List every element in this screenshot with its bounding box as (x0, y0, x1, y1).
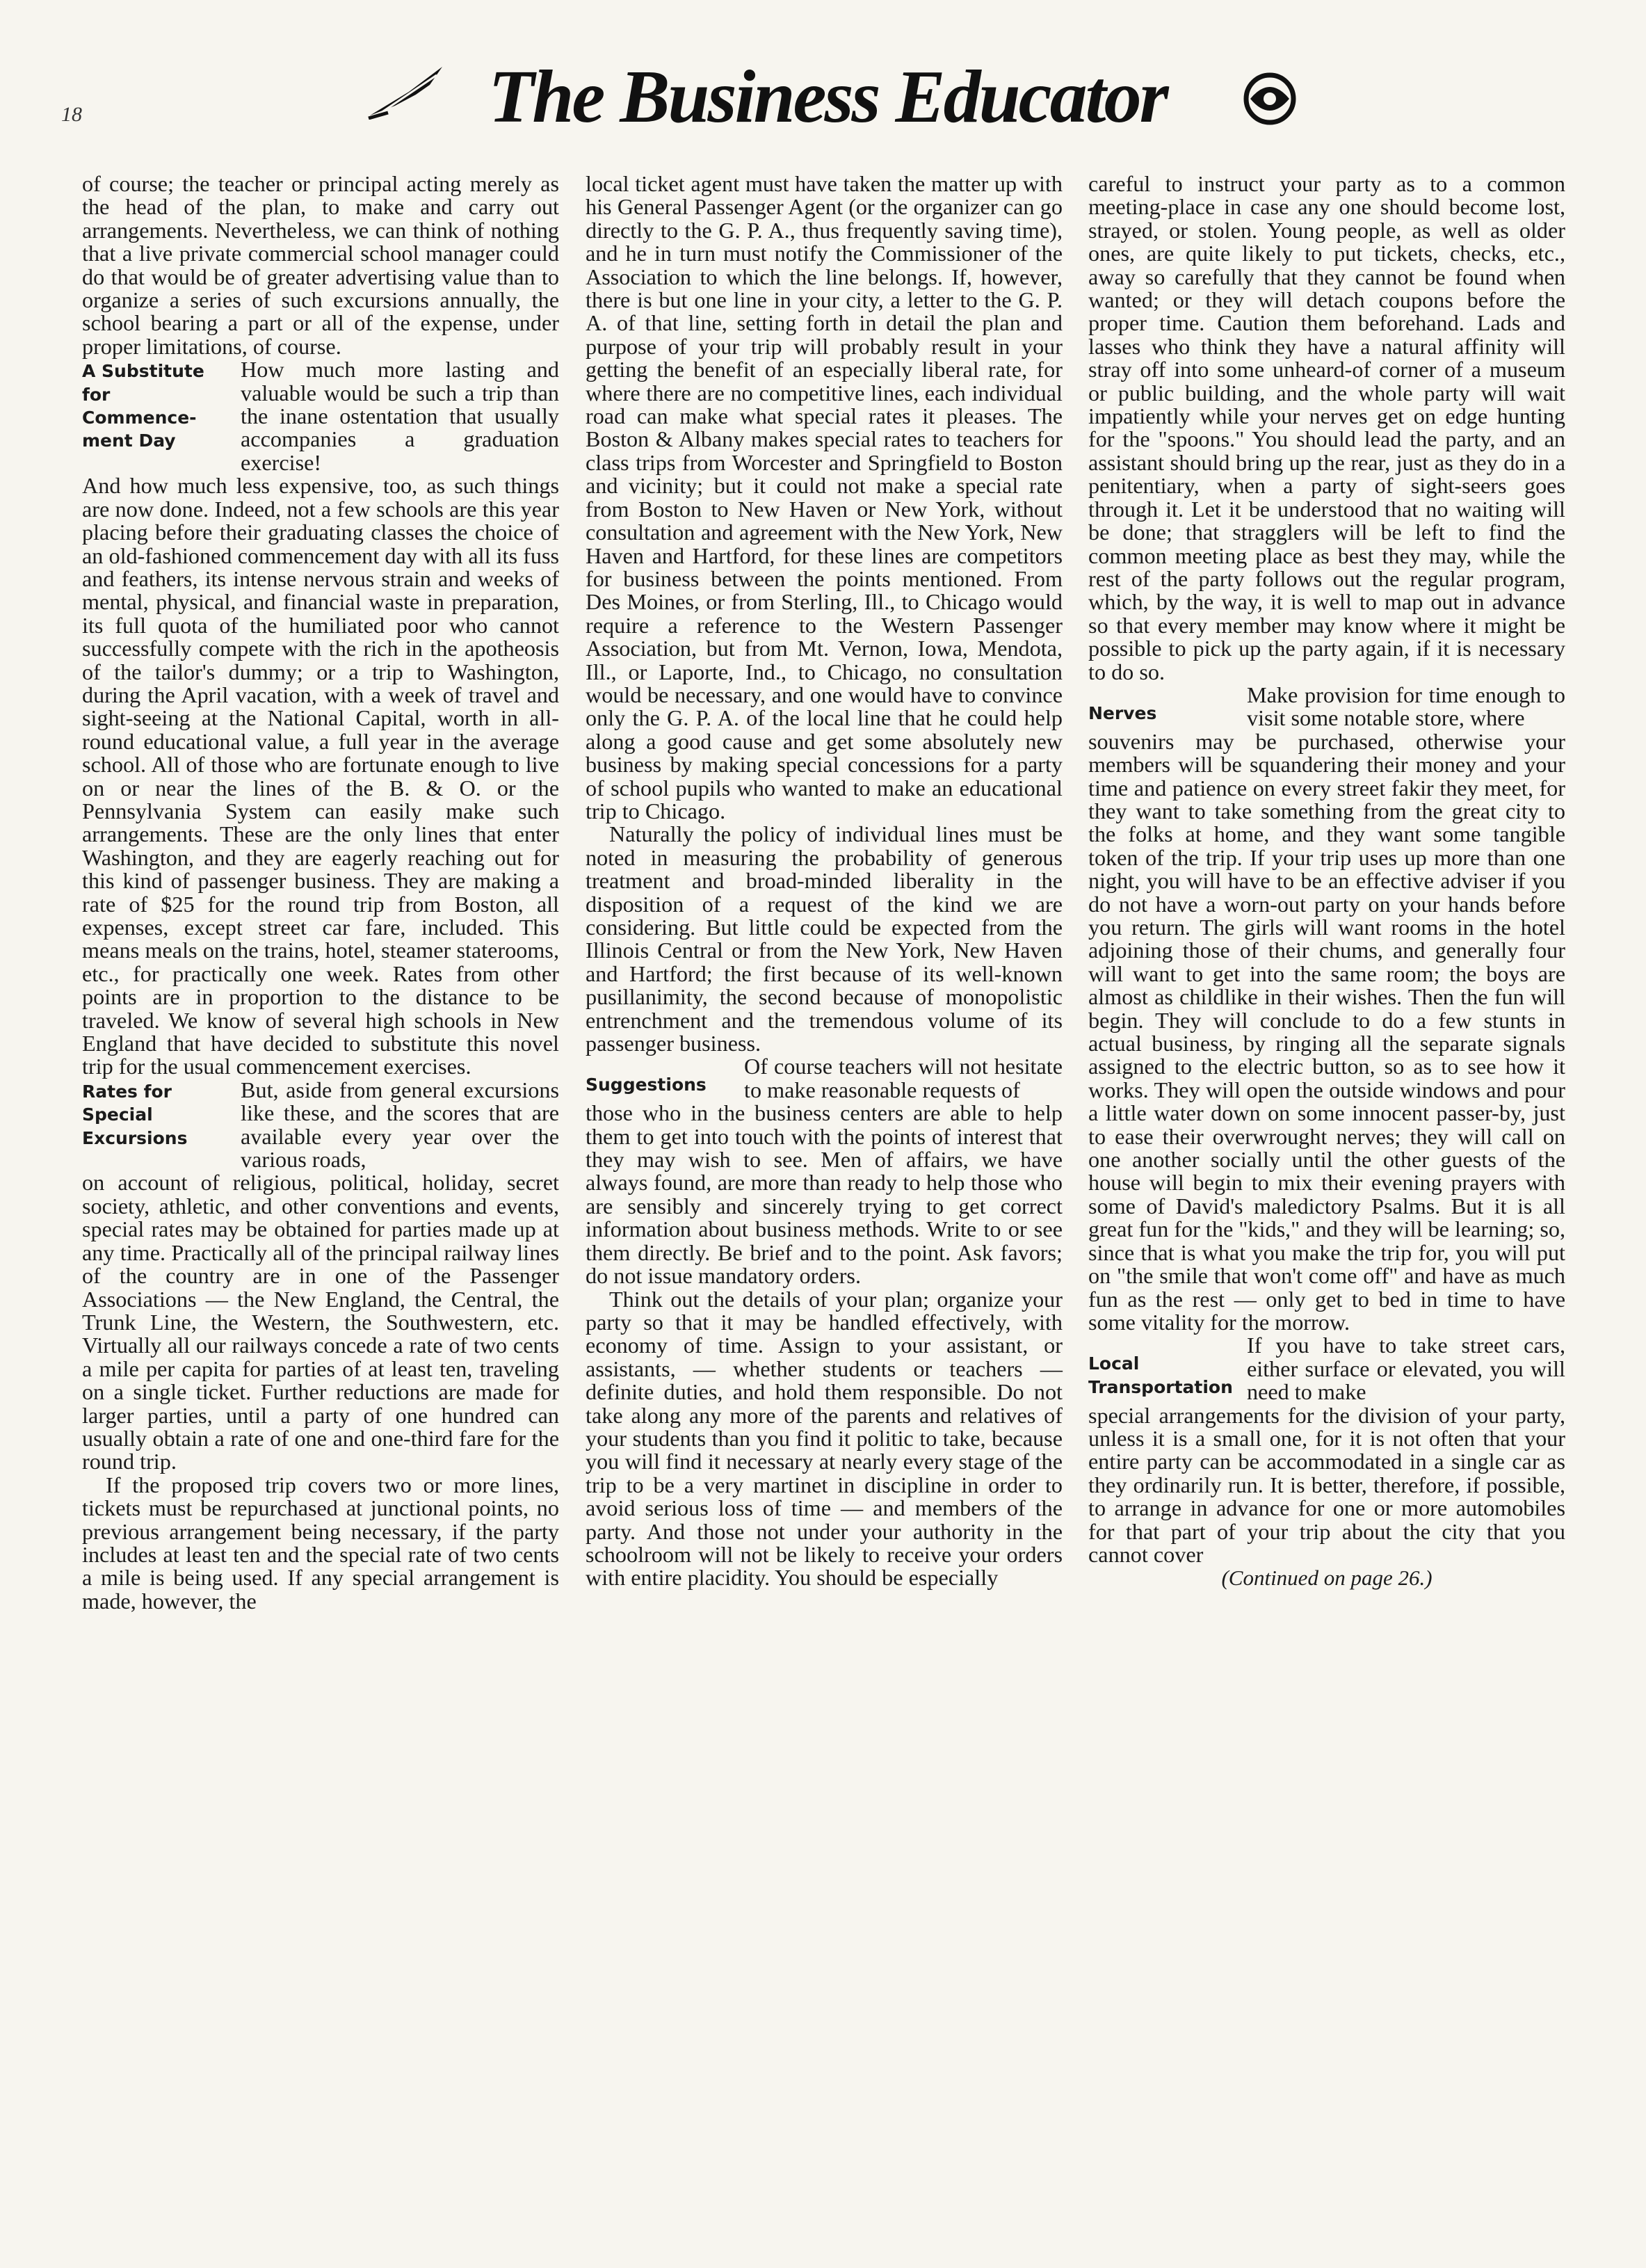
paragraph: souvenirs may be purchased, otherwise your members will be squandering their money and your time and patience on every street fakir they meet, for they want to take something from the great city to the folks at home, and they want some tangible token of the trip. If your trip uses up more than one night, you will have to be an effective adviser if you do not have a worn-out party on your hands before you return. The girls will want rooms in the hotel adjoining those of their chums, and generally four will want to get into the same room; the boys are almost as childlike in their wishes. Then the fun will begin. They will conclude to do a few stunts in actual business, by ringing all the separate signals assigned to the electric button, so as to see how it works. They will open the outside windows and pour a little water down on some innocent passer-by, just to ease their overwrought nerves; they will call on one another socially until the other guests of the house will begin to mix their evening prayers with some of David's maledictory Psalms. But it is all great fun for the "kids," and they will be learning; so, since that is what you make the trip for, you will put on "the smile that won't come off" and have as much fun as the rest — only get to bed in time to have some vitality for the morrow. (1088, 728, 1565, 1335)
sidenote-label-line: A Substitute (82, 361, 204, 382)
sidenote-label (1088, 1352, 1247, 1399)
sidenote-label-line: Suggestions (586, 1075, 707, 1095)
paragraph: special arrangements for the division of your party, unless it is a small one, for it is not often that your entire party can be accommodated in a single car as they ordinarily run. It is better, therefore, if possible, to arrange in advance for one or more automobiles for that part of your trip about the city that you cannot cover (1088, 1402, 1565, 1567)
paragraph: If the proposed trip covers two or more lines, tickets must be repurchased at junctional points, no previous arrangement being necessary, if the party includes at least ten and the special rate of two cents a mile is being used. If any special arrangement is made, however, the (82, 1472, 559, 1614)
sidenote-block (82, 358, 559, 474)
page-header (0, 0, 1646, 139)
paragraph: And how much less expensive, too, as such things are now done. Indeed, not a few schools are this year placing before their graduating classes the choice of an old-fashioned commencement day with all its fuss and feathers, its intense nervous strain and weeks of mental, physical, and financial waste in preparation, its full quota of the humiliated poor who cannot successfully compete with the rich in the apotheosis of the tailor's dummy; or a trip to Washington, during the April vacation, with a week of travel and sight-seeing at the National Capital, worth in all-round educational value, a full year in the average school. All of those who are fortunate enough to live on or near the lines of the B. & O. or the Pennsylvania System can easily make such arrangements. These are the only lines that enter Washington, and they are eagerly reaching out for this kind of passenger business. They are making a rate of $25 for the round trip from Boston, all expenses, except street car fare, included. This means meals on the trains, hotel, steamer staterooms, etc., for practically one week. Rates from other points are in proportion to the distance to be traveled. We know of several high schools in New England that have decided to substitute this novel trip for the usual commencement exercises. (82, 473, 559, 1079)
sidenote-label-line: Commence- (82, 408, 197, 428)
sidenote-label (82, 1080, 241, 1150)
page-number: 18 (61, 103, 82, 126)
paragraph: careful to instruct your party as to a common meeting-place in case any one should become lost, strayed, or stolen. Young people, as well as older ones, are quite likely to put tickets, checks, etc., away so carefully that they cannot be found when wanted; or they will detach coupons before the proper time. Caution them beforehand. Lads and lasses who think they have a natural affinity will stray off into some unheard-of corner of a museum or public building, and the whole party will wait impatiently while your nerves get on edge hunting for the "spoons." You should lead the party, and an assistant should bring up the rear, just as they do in a penitentiary, when a party of sight-seers goes through it. Let it be understood that no waiting will be done; that stragglers will be left to find the common meeting place as best they may, while the rest of the party follows out the regular program, which, by the way, it is well to map out in advance so that every member may know where it might be possible to pick up the party again, if it is necessary to do so. (1088, 171, 1565, 684)
masthead-title: The Business Educator (488, 56, 1167, 138)
paragraph: Naturally the policy of individual lines must be noted in measuring the probability of generous treatment and broad-minded liberality in the disposition of a request of the kind we are considering. But little could be expected from the Illinois Central or from the New York, New Haven and Hartford; the first because of its well-known pusillanimity, the second because of monopolistic entrenchment and the tremendous volume of its passenger business. (586, 821, 1063, 1056)
paragraph: Think out the details of your plan; organize your party so that it may be handled effectively, with economy of time. Assign to your assistant, or assistants, — whether students or teachers — definite duties, and hold them responsible. Do not take along any more of the parents and relatives of your students than you find it politic to take, because you will find it necessary at nearly every stage of the trip to be a very martinet in discipline in order to avoid serious loss of time — and members of the party. And those not under your authority in the schoolroom will not be likely to receive your orders with entire placidity. You should be especially (586, 1286, 1063, 1591)
column-2 (586, 172, 1063, 1590)
sidenote-text: Make provision for time enough to visit some notable store, where (1247, 682, 1565, 731)
sidenote-text: If you have to take street cars, either surface or elevated, you will need to make (1247, 1333, 1565, 1405)
ornament-icon (1242, 71, 1298, 127)
paragraph: of course; the teacher or principal acting merely as the head of the plan, to make and carry out arrangements. Nevertheless, we can think of nothing that a live private commercial school manager could do that would be of greater advertising value than to organize a series of such excursions annually, the school bearing a part or all of the expense, under proper limitations, of course. (82, 171, 559, 359)
sidenote-label (586, 1073, 744, 1096)
sidenote-label-line: Nerves (1088, 702, 1157, 723)
sidenote-label-line: Special (82, 1104, 153, 1125)
sidenote-label (82, 360, 241, 453)
column-1 (82, 172, 559, 1613)
paragraph: on account of religious, political, holiday, secret society, athletic, and other conventions and events, special rates may be obtained for parties made up at any time. Practically all of the principal railway lines of the country are in one of the Passenger Associations — the New England, the Central, the Trunk Line, the Western, the Southwestern, etc. Virtually all our railways concede a rate of two cents a mile per capita for parties of at least ten, traveling on a single ticket. Further reductions are made for larger parties, until a party of one hundred can usually obtain a rate of one and one-third fare for the round trip. (82, 1170, 559, 1474)
sidenote-text: How much more lasting and valuable would be such a trip than the inane ostentation that usually accompanies a graduation exercise! (241, 357, 559, 475)
sidenote-label-line: for (82, 384, 111, 405)
column-3 (1088, 172, 1565, 1590)
quill-pen-icon (367, 64, 445, 120)
paragraph: local ticket agent must have taken the matter up with his General Passenger Agent (or the organizer can go directly to the G. P. A., thus frequently saving time), and he in turn must notify the Commissioner of the Association to which the line belongs. If, however, there is but one line in your city, a letter to the G. P. A. of that line, setting forth in detail the plan and purpose of your trip will probably result in your getting the benefit of an especially liberal rate, for where there are no competitive lines, each individual road can make what special rates it pleases. The Boston & Albany makes special rates to teachers for class trips from Worcester and Springfield to Boston and vicinity; but it could not make a special rate from Boston to New Haven or New York, without consultation and agreement with the New York, New Haven and Hartford, for these lines are competitors for business between the points mentioned. From Des Moines, or from Sterling, Ill., to Chicago would require a reference to the Western Passenger Association, but from Mt. Vernon, Iowa, Mendota, Ill., or Laporte, Ind., to Chicago, no consultation would be necessary, and one would have to convince only the G. P. A. of the local line that he could help along a good cause and get some absolutely new business by making special concessions for a party of school pupils who wanted to make an educational trip to Chicago. (586, 171, 1063, 823)
sidenote-block (1088, 684, 1565, 730)
sidenote-text: Of course teachers will not hesitate to make reasonable requests of (744, 1054, 1063, 1102)
sidenote-label-line: ment Day (82, 431, 176, 451)
sidenote-block (586, 1055, 1063, 1102)
sidenote-label-line: Local (1088, 1353, 1140, 1374)
continued-note: (Continued on page 26.) (1221, 1566, 1433, 1591)
sidenote-block (82, 1079, 559, 1172)
sidenote-label-line: Excursions (82, 1127, 188, 1148)
sidenote-block (1088, 1334, 1565, 1404)
paragraph: those who in the business centers are able to help them to get into touch with the points of interest that they may wish to see. Men of affairs, we have always found, are more than ready to help those who are sensibly and sincerely trying to get correct information about business methods. Write to or see them directly. Be brief and to the point. Ask favors; do not issue mandatory orders. (586, 1100, 1063, 1289)
sidenote-text: But, aside from general excursions like these, and the scores that are available every year over the various roads, (241, 1077, 559, 1173)
sidenote-label-line: Rates for (82, 1081, 172, 1102)
sidenote-label (1088, 702, 1247, 725)
sidenote-label-line: Transportation (1088, 1376, 1233, 1397)
